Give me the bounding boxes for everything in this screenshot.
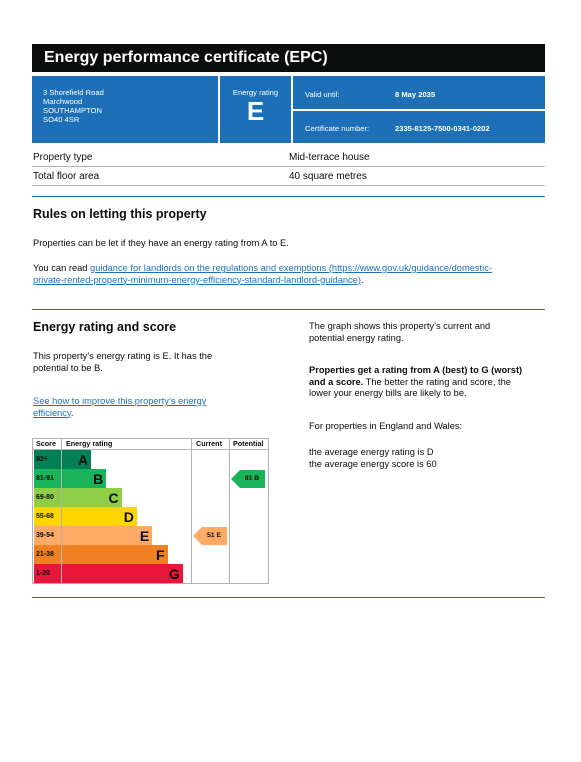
- address-line: Marchwood: [43, 97, 83, 106]
- section-divider: [32, 196, 545, 197]
- potential-rating-arrow: [231, 470, 265, 488]
- england-wales-label: For properties in England and Wales:: [309, 421, 463, 431]
- valid-until-label: Valid until:: [305, 90, 340, 99]
- address-line: SO40 4SR: [43, 115, 80, 124]
- band-score-range: 69-80: [34, 488, 61, 507]
- score-line: This property’s energy rating is E. It has the: [33, 351, 213, 361]
- link-text: See how to improve this property’s energy: [33, 396, 207, 406]
- valid-until-value: 8 May 2035: [395, 90, 436, 99]
- graph-explanation: [309, 321, 549, 344]
- link-suffix: .: [70, 407, 74, 418]
- letting-paragraph: Properties can be let if they have an energy rating from A to E.: [33, 238, 289, 248]
- guidance-prefix: You can read: [33, 263, 91, 273]
- letting-guidance-paragraph: [33, 263, 543, 286]
- band-bar-a: [62, 450, 91, 469]
- current-rating-arrow: [193, 527, 227, 545]
- energy-rating-box: [220, 76, 291, 143]
- band-letter: B: [93, 471, 104, 487]
- rating-column-header: Energy rating: [66, 439, 113, 448]
- energy-rating-value: E: [246, 96, 265, 126]
- score-paragraph: [33, 351, 212, 374]
- floor-area-value: 40 square metres: [289, 171, 367, 182]
- band-score-range: 81-91: [34, 469, 61, 488]
- floor-area-row: [32, 167, 545, 186]
- rating-explanation: [309, 365, 549, 400]
- band-letter: F: [155, 547, 165, 563]
- text-line: The graph shows this property’s current and: [309, 321, 491, 331]
- address-line: 3 Shorefield Road: [43, 88, 104, 97]
- band-letter: G: [168, 566, 180, 582]
- improve-efficiency-link[interactable]: [33, 396, 206, 418]
- letting-heading: Rules on letting this property: [33, 207, 207, 221]
- property-type-row: [32, 148, 545, 167]
- certificate-number-box: [293, 111, 545, 143]
- column-divider: [191, 439, 192, 583]
- averages: [309, 447, 437, 470]
- landlord-guidance-link[interactable]: [33, 263, 492, 285]
- property-address: [32, 76, 218, 143]
- band-score-range: 21-38: [34, 545, 61, 564]
- text-line: The better the rating and score, the: [363, 376, 511, 387]
- property-details-table: [32, 148, 545, 186]
- band-bar-b: [62, 469, 106, 488]
- bold-text: Properties get a rating from A (best) to G (worst): [309, 365, 523, 375]
- column-divider: [229, 439, 230, 583]
- band-score-range: 39-54: [34, 526, 61, 545]
- band-score-range: 92+: [34, 450, 61, 469]
- page-title: Energy performance certificate (EPC): [32, 44, 545, 72]
- band-letter: A: [77, 452, 88, 468]
- score-column-header: Score: [36, 439, 56, 448]
- bold-text: and a score.: [309, 376, 364, 387]
- energy-rating-chart: [32, 438, 269, 584]
- band-letter: C: [108, 490, 119, 506]
- link-text: private-rented-property-minimum-energy-efficiency-standard-landlord-guidance): [33, 274, 361, 285]
- improve-paragraph: [33, 396, 206, 419]
- current-column-header: Current: [196, 439, 222, 448]
- floor-area-key: Total floor area: [33, 171, 100, 182]
- current-rating-arrow-label: 51 E: [207, 531, 221, 539]
- band-letter: D: [123, 509, 134, 525]
- link-text: efficiency: [33, 407, 71, 418]
- band-letter: E: [139, 528, 150, 544]
- average-score: the average energy score is 60: [309, 458, 437, 469]
- energy-rating-label: Energy rating: [232, 88, 279, 97]
- section-divider: [32, 597, 545, 598]
- band-bar-f: [62, 545, 168, 564]
- text-line: lower your energy bills are likely to be.: [309, 388, 467, 398]
- certificate-summary: [32, 76, 545, 143]
- potential-column-header: Potential: [233, 439, 264, 448]
- property-type-value: Mid-terrace house: [289, 152, 370, 163]
- score-heading: Energy rating and score: [33, 320, 177, 334]
- address-line: SOUTHAMPTON: [43, 106, 102, 115]
- score-line: potential to be B.: [33, 362, 103, 373]
- section-divider: [32, 309, 545, 310]
- certificate-number-value: 2335-8125-7500-0341-0202: [395, 124, 490, 133]
- band-bar-e: [62, 526, 152, 545]
- band-bar-d: [62, 507, 137, 526]
- property-type-key: Property type: [33, 152, 93, 163]
- certificate-number-label: Certificate number:: [305, 124, 370, 133]
- link-text: guidance for landlords on the regulations and exemptions (https://www.gov.uk/guidance/domestic-: [90, 263, 492, 273]
- band-score-range: 55-68: [34, 507, 61, 526]
- band-score-range: 1-20: [34, 564, 61, 583]
- band-bar-c: [62, 488, 122, 507]
- band-bar-g: [62, 564, 183, 583]
- average-rating: the average energy rating is D: [309, 447, 434, 457]
- potential-rating-arrow-label: 81 B: [244, 474, 260, 482]
- valid-until-box: [293, 76, 545, 109]
- text-line: potential energy rating.: [309, 332, 404, 343]
- guidance-suffix: .: [360, 274, 364, 285]
